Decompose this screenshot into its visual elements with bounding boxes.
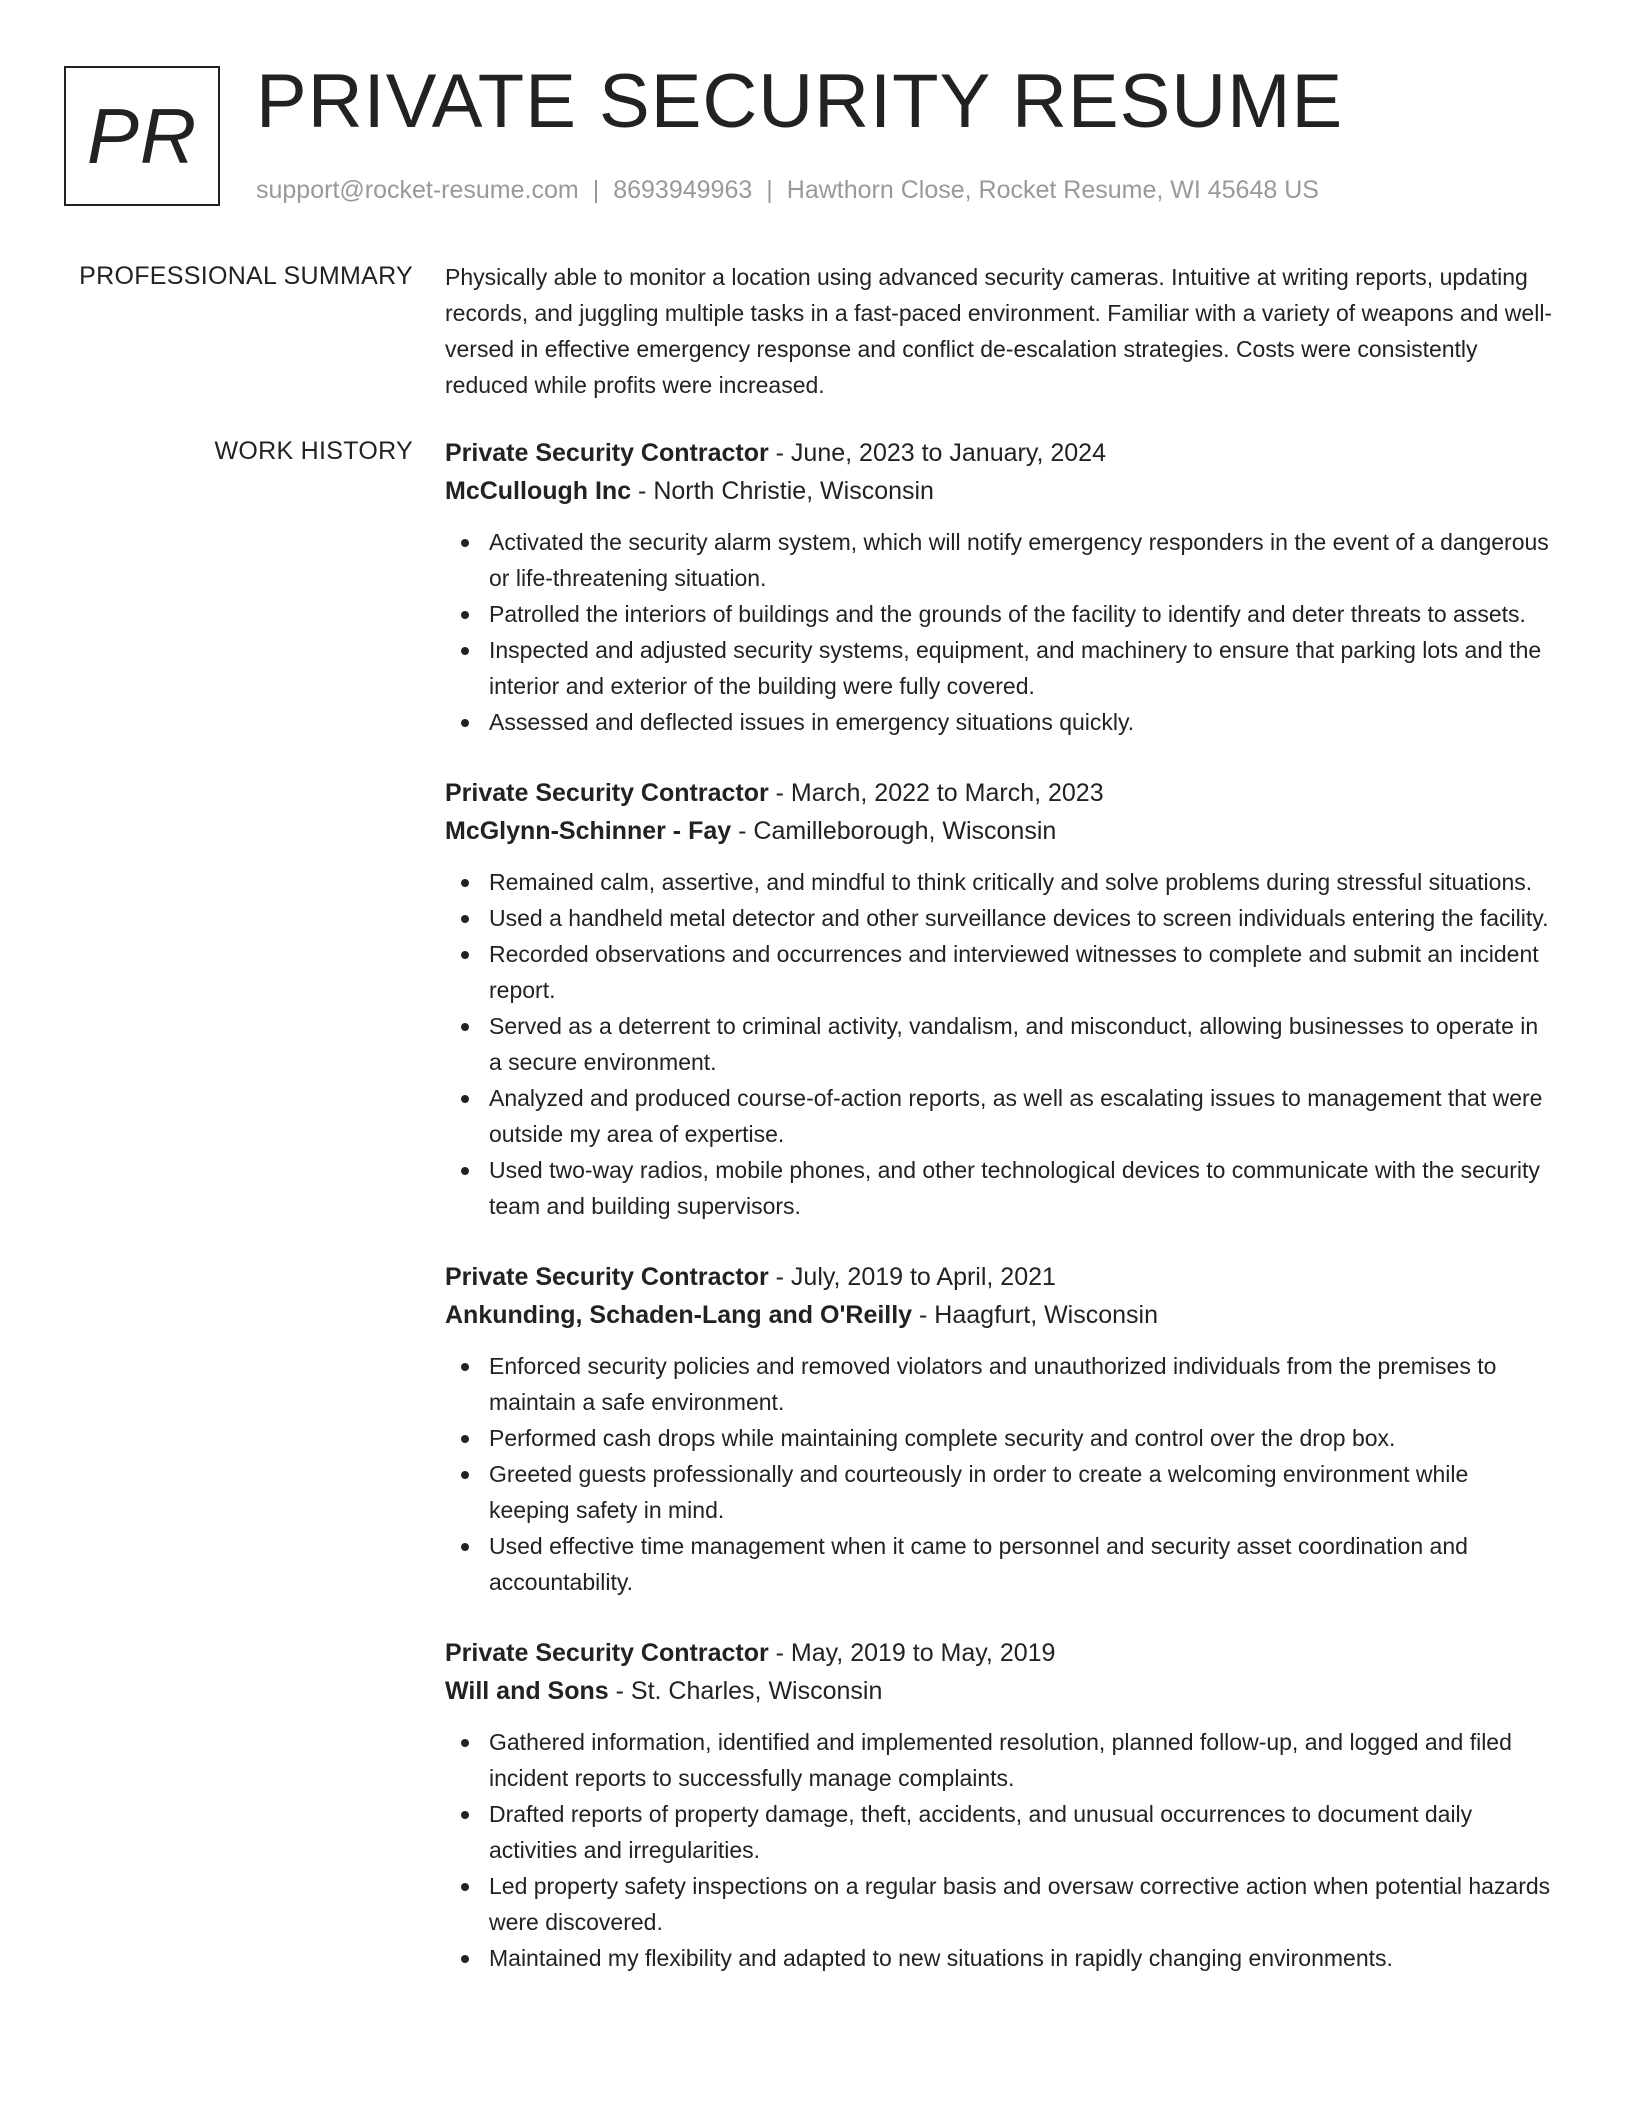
job-duty-item <box>489 1152 1555 1224</box>
bullet-icon <box>461 539 469 547</box>
job-duty-text: Used a handheld metal detector and other surveillance devices to screen individuals entering the facility. <box>489 905 1549 931</box>
job-title: Private Security Contractor <box>445 439 769 467</box>
job-duty-item <box>489 1008 1555 1080</box>
job-duty-text: Performed cash drops while maintaining complete security and control over the drop box. <box>489 1425 1396 1451</box>
job-title-line <box>445 774 1555 812</box>
summary-text: Physically able to monitor a location using advanced security cameras. Intuitive at writing reports, updating records, and juggling multiple tasks in a fast-paced environment. Familiar with a variety of weapons and well-versed in effective emergency response and conflict de-escalation strategies. Costs were consistently reduced while profits were increased. <box>445 264 1553 398</box>
job-title-line <box>445 1258 1555 1296</box>
job-duty-item <box>489 1940 1555 1976</box>
job-duty-item <box>489 900 1555 936</box>
job-duty-text: Drafted reports of property damage, theft, accidents, and unusual occurrences to document daily activities and irregularities. <box>489 1801 1473 1863</box>
bullet-icon <box>461 915 469 923</box>
bullet-icon <box>461 647 469 655</box>
job-duty-text: Greeted guests professionally and courteously in order to create a welcoming environment while keeping safety in mind. <box>489 1461 1469 1523</box>
job-company: McCullough Inc <box>445 477 632 505</box>
bullet-icon <box>461 1023 469 1031</box>
job-location: - North Christie, Wisconsin <box>631 477 934 505</box>
contact-separator: | <box>766 176 773 204</box>
bullet-icon <box>461 1095 469 1103</box>
job-duties-list <box>445 524 1555 740</box>
job-duty-text: Enforced security policies and removed violators and unauthorized individuals from the premises to maintain a safe environment. <box>489 1353 1497 1415</box>
bullet-icon <box>461 1811 469 1819</box>
bullet-icon <box>461 1883 469 1891</box>
contact-separator: | <box>592 176 600 204</box>
bullet-icon <box>461 1363 469 1371</box>
job-company-line <box>445 472 1555 510</box>
job-entry <box>445 1258 1555 1600</box>
bullet-icon <box>461 1435 469 1443</box>
contact-email[interactable]: support@rocket-resume.com <box>256 176 579 204</box>
job-dates: - July, 2019 to April, 2021 <box>768 1263 1056 1291</box>
bullet-icon <box>461 719 469 727</box>
job-duty-item <box>489 1724 1555 1796</box>
job-company: Will and Sons <box>445 1677 609 1705</box>
job-duty-text: Analyzed and produced course-of-action reports, as well as escalating issues to management that were outside my area of expertise. <box>489 1085 1543 1147</box>
job-company: Ankunding, Schaden-Lang and O'Reilly <box>445 1301 913 1329</box>
job-duty-text: Used effective time management when it came to personnel and security asset coordination and accountability. <box>489 1533 1468 1595</box>
job-location: - St. Charles, Wisconsin <box>608 1677 883 1705</box>
job-duty-item <box>489 1796 1555 1868</box>
job-entry <box>445 1634 1555 1976</box>
bullet-icon <box>461 1955 469 1963</box>
job-duty-text: Remained calm, assertive, and mindful to think critically and solve problems during stressful situations. <box>489 869 1533 895</box>
bullet-icon <box>461 611 469 619</box>
job-title-line <box>445 434 1555 472</box>
job-company: McGlynn-Schinner - Fay <box>445 817 732 845</box>
job-duties-list <box>445 1348 1555 1600</box>
job-duty-item <box>489 1420 1555 1456</box>
job-dates: - June, 2023 to January, 2024 <box>768 439 1106 467</box>
job-duty-text: Assessed and deflected issues in emergency situations quickly. <box>489 709 1135 735</box>
job-company-line <box>445 812 1555 850</box>
job-duty-text: Recorded observations and occurrences and interviewed witnesses to complete and submit an incident report. <box>489 941 1539 1003</box>
job-duty-text: Used two-way radios, mobile phones, and other technological devices to communicate with the security team and building supervisors. <box>489 1157 1540 1219</box>
job-location: - Camilleborough, Wisconsin <box>731 817 1057 845</box>
job-title: Private Security Contractor <box>445 779 769 807</box>
resume-title: PRIVATE SECURITY RESUME <box>256 59 1344 144</box>
job-dates: - March, 2022 to March, 2023 <box>768 779 1104 807</box>
job-duty-item <box>489 1080 1555 1152</box>
job-duty-text: Patrolled the interiors of buildings and the grounds of the facility to identify and deter threats to assets. <box>489 601 1526 627</box>
bullet-icon <box>461 1167 469 1175</box>
job-title: Private Security Contractor <box>445 1263 769 1291</box>
job-duties-list <box>445 1724 1555 1976</box>
job-company-line <box>445 1672 1555 1710</box>
job-duties-list <box>445 864 1555 1224</box>
summary-heading: PROFESSIONAL SUMMARY <box>79 262 413 290</box>
job-company-line <box>445 1296 1555 1334</box>
job-duty-item <box>489 1456 1555 1528</box>
job-duty-item <box>489 1868 1555 1940</box>
bullet-icon <box>461 879 469 887</box>
job-duty-item <box>489 704 1555 740</box>
job-duty-text: Gathered information, identified and implemented resolution, planned follow-up, and logged and filed incident reports to successfully manage complaints. <box>489 1729 1512 1791</box>
job-location: - Haagfurt, Wisconsin <box>912 1301 1159 1329</box>
job-duty-text: Served as a deterrent to criminal activity, vandalism, and misconduct, allowing businesses to operate in a secure environment. <box>489 1013 1539 1075</box>
job-duty-item <box>489 1348 1555 1420</box>
job-dates: - May, 2019 to May, 2019 <box>768 1639 1056 1667</box>
work-history-body <box>445 434 1555 2010</box>
job-duty-text: Maintained my flexibility and adapted to new situations in rapidly changing environments. <box>489 1945 1393 1971</box>
job-title: Private Security Contractor <box>445 1639 769 1667</box>
job-entry <box>445 434 1555 740</box>
work-history-heading: WORK HISTORY <box>214 437 413 465</box>
job-duty-item <box>489 1528 1555 1600</box>
job-duty-item <box>489 936 1555 1008</box>
job-duty-item <box>489 524 1555 596</box>
bullet-icon <box>461 1471 469 1479</box>
contact-phone[interactable]: 8693949963 <box>613 176 753 204</box>
job-duty-text: Inspected and adjusted security systems, equipment, and machinery to ensure that parking lots and the interior and exterior of the building were fully covered. <box>489 637 1542 699</box>
job-duty-item <box>489 596 1555 632</box>
bullet-icon <box>461 951 469 959</box>
job-entry <box>445 774 1555 1224</box>
job-duty-text: Led property safety inspections on a regular basis and oversaw corrective action when potential hazards were discovered. <box>489 1873 1551 1935</box>
contact-address: Hawthorn Close, Rocket Resume, WI 45648 US <box>786 176 1319 204</box>
bullet-icon <box>461 1739 469 1747</box>
job-title-line <box>445 1634 1555 1672</box>
monogram-logo: PR <box>64 66 220 206</box>
summary-body <box>445 259 1555 403</box>
bullet-icon <box>461 1543 469 1551</box>
contact-line <box>256 172 1319 208</box>
job-duty-item <box>489 632 1555 704</box>
job-duty-item <box>489 864 1555 900</box>
job-duty-text: Activated the security alarm system, which will notify emergency responders in the event of a dangerous or life-threatening situation. <box>489 529 1549 591</box>
